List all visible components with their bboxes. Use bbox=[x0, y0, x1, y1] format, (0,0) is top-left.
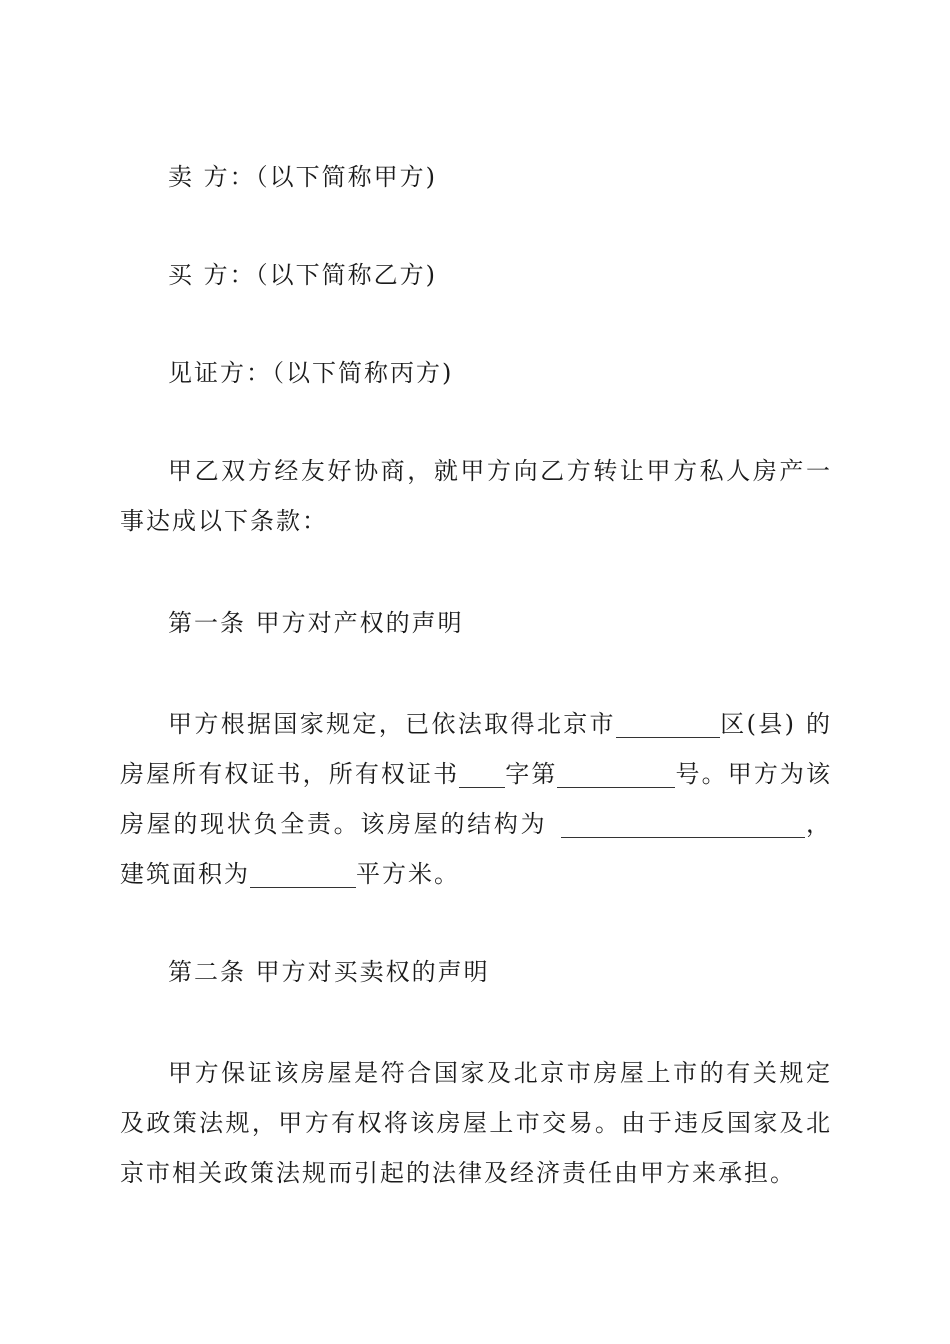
seller-line: 卖 方：（以下简称甲方) bbox=[168, 163, 437, 191]
certificate-char-blank bbox=[459, 761, 505, 788]
article-2-title: 第二条 甲方对买卖权的声明 bbox=[168, 958, 490, 986]
witness-line: 见证方：（以下简称丙方) bbox=[168, 359, 454, 387]
article-1-body bbox=[120, 699, 832, 899]
article-2-body: 甲方保证该房屋是符合国家及北京市房屋上市的有关规定及政策法规，甲方有权将该房屋上市交易。由于违反国家及北京市相关政策法规而引起的法律及经济责任由甲方来承担。 bbox=[120, 1059, 832, 1187]
district-blank bbox=[616, 711, 720, 738]
article-1-text-1: 甲方根据国家规定，已依法取得北京市 bbox=[168, 710, 616, 738]
article-1-text-6: 平方米。 bbox=[356, 860, 460, 888]
structure-blank bbox=[561, 811, 805, 838]
article-1-text-3: 字第 bbox=[505, 760, 558, 788]
article-1-text-2: 区(县) 的房屋所有权证书，所有权证书 bbox=[120, 710, 832, 788]
area-blank bbox=[250, 861, 356, 888]
article-1-text-5: ，建筑面积为 bbox=[120, 810, 833, 888]
buyer-line: 买 方：（以下简称乙方) bbox=[168, 261, 437, 289]
certificate-number-blank bbox=[557, 761, 675, 788]
article-1-title: 第一条 甲方对产权的声明 bbox=[168, 609, 464, 637]
article-1-text-4: 号。甲方为该房屋的现状负全责。该房屋的结构为 bbox=[120, 760, 833, 838]
intro-paragraph: 甲乙双方经友好协商，就甲方向乙方转让甲方私人房产一事达成以下条款： bbox=[120, 457, 832, 535]
